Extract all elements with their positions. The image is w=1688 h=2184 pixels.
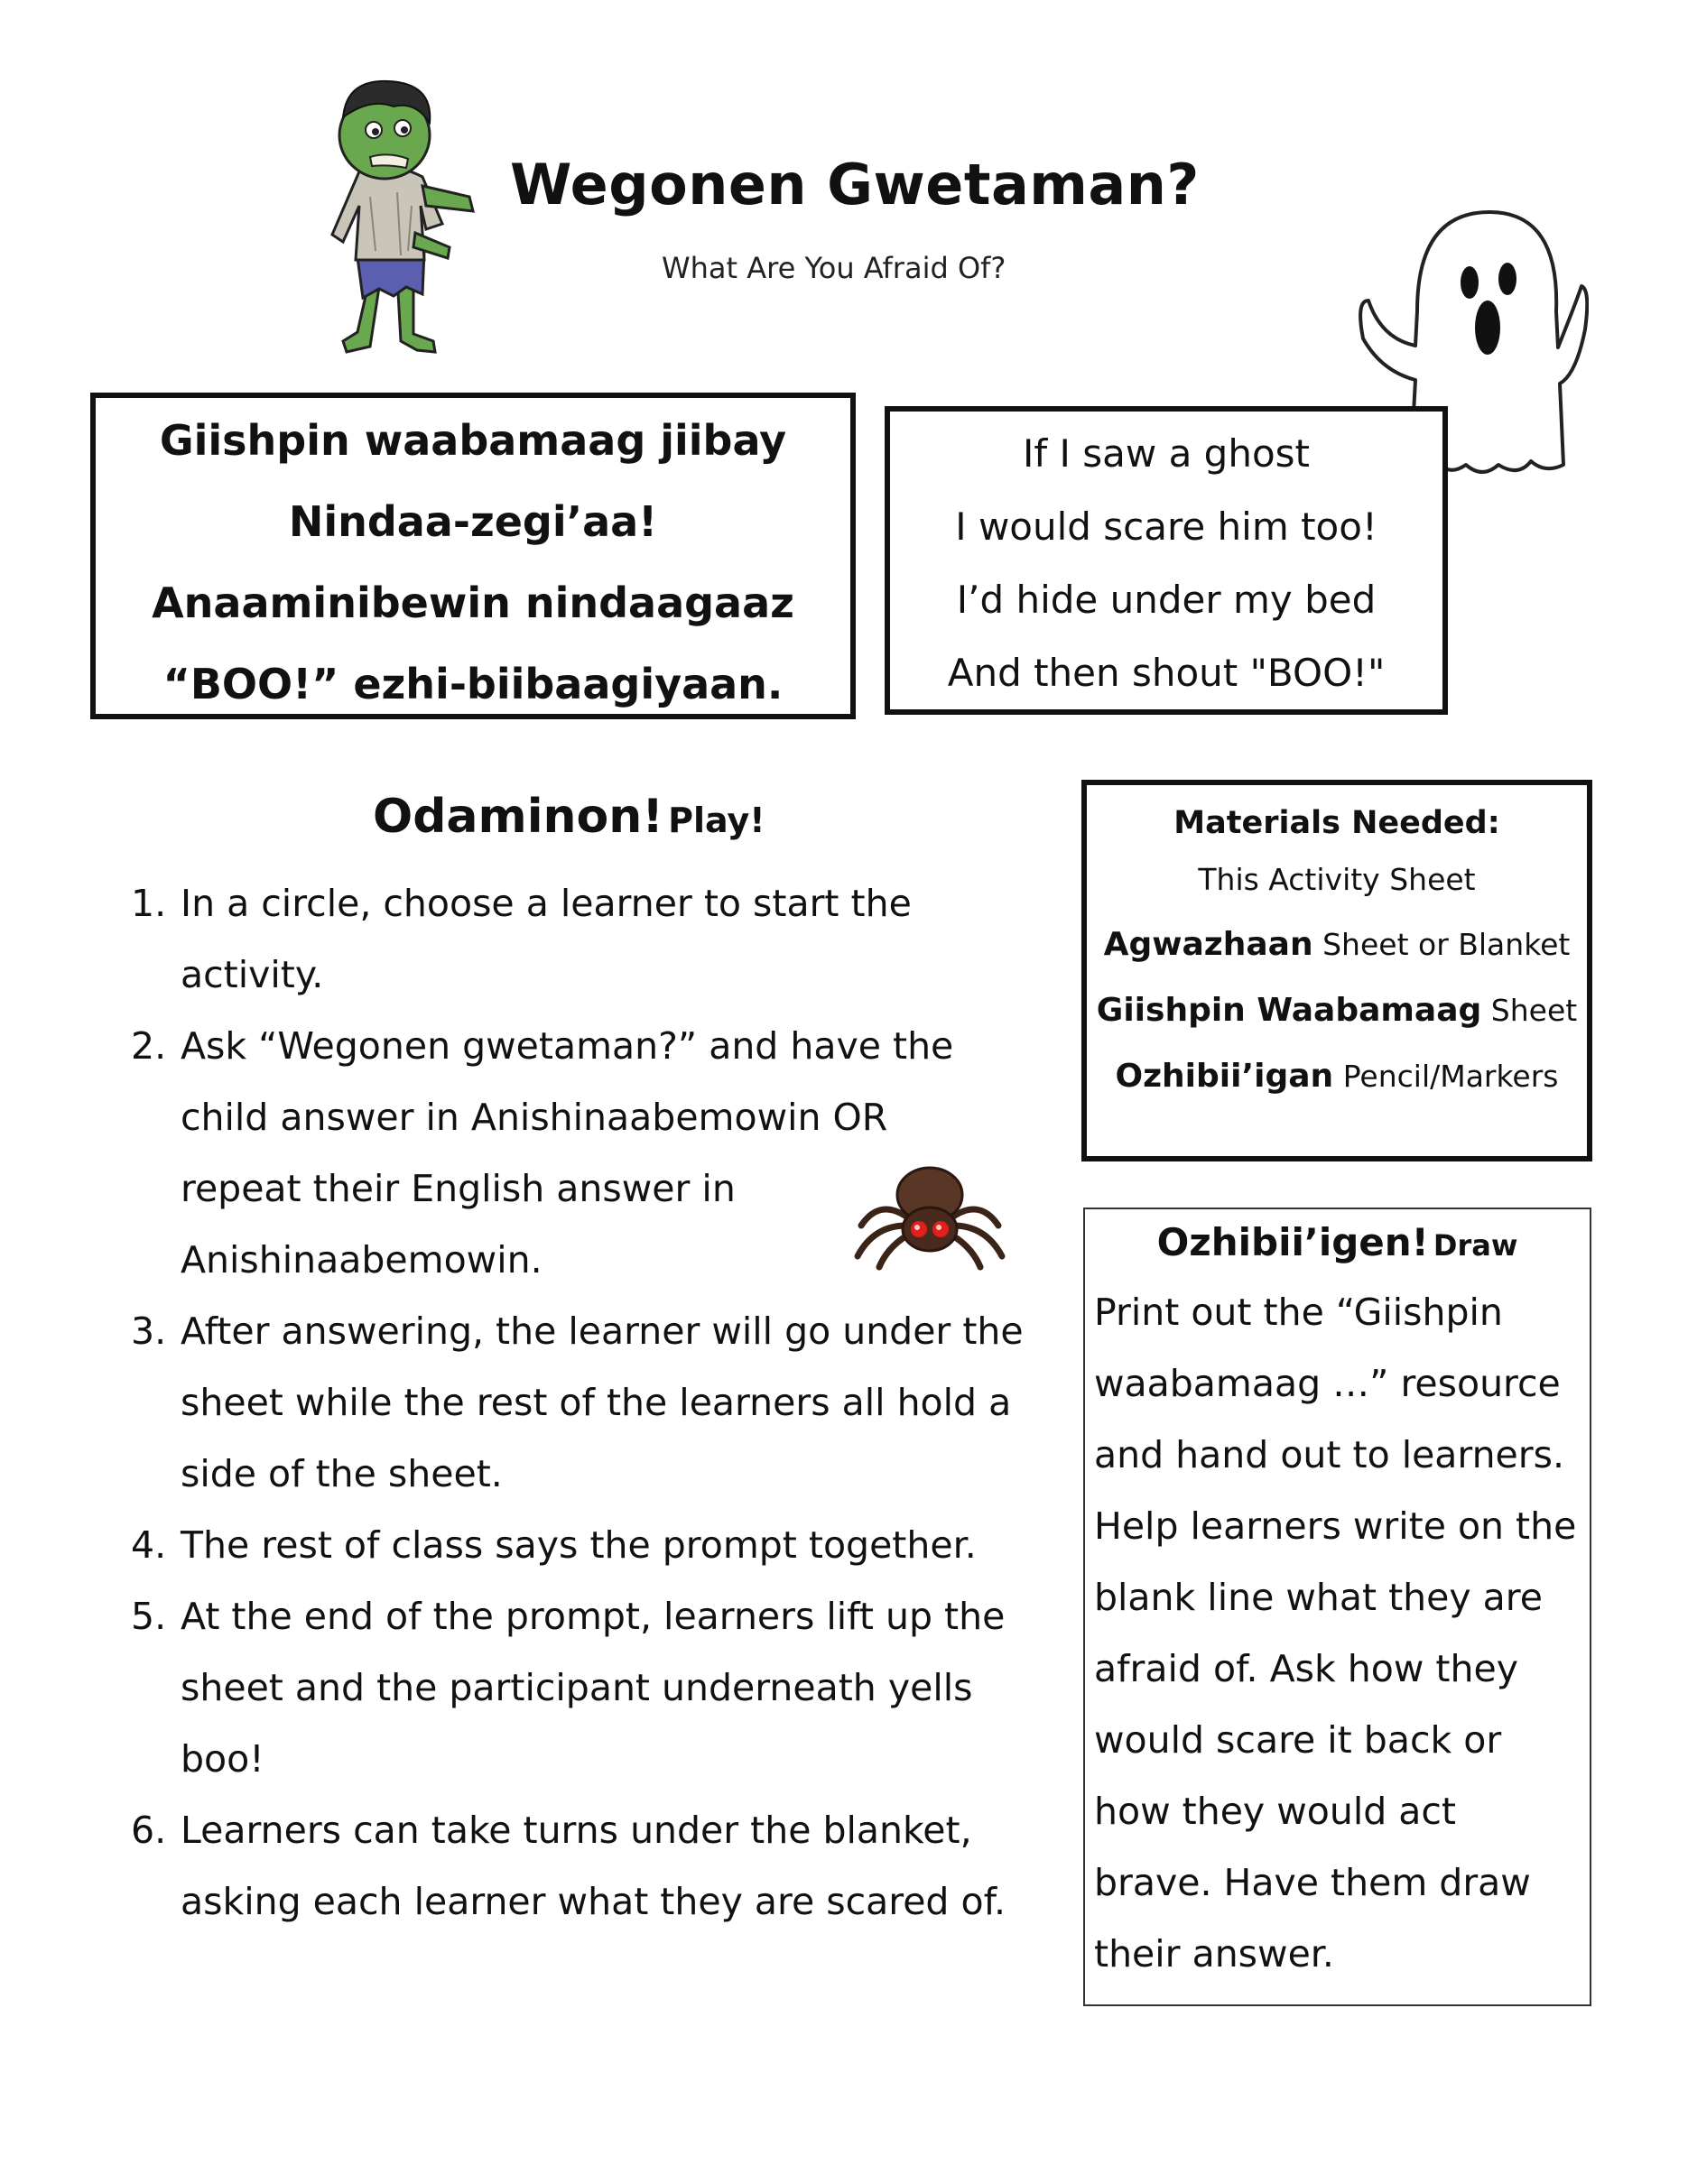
material-oj: Ozhibii’igan: [1115, 1058, 1334, 1095]
draw-heading-en: Draw: [1433, 1228, 1518, 1263]
poem-line: If I saw a ghost: [1023, 431, 1310, 476]
material-en: Pencil/Markers: [1342, 1059, 1559, 1094]
step-number: 2.: [131, 1024, 167, 1068]
step-text: In a circle, choose a learner to start the activity.: [181, 882, 912, 996]
poem-line: “BOO!” ezhi-biibaagiyaan.: [162, 660, 784, 708]
list-item: [126, 1581, 1029, 1795]
list-item: [126, 1510, 1029, 1581]
step-number: 3.: [131, 1309, 167, 1353]
play-heading-en: Play!: [668, 800, 765, 840]
page-title: Wegonen Gwetaman?: [510, 152, 1200, 217]
material-en: This Activity Sheet: [1198, 862, 1476, 897]
step-text: Learners can take turns under the blanket, asking each learner what they are scared of.: [181, 1809, 1006, 1923]
step-number: 4.: [131, 1523, 167, 1567]
zombie-icon: [307, 70, 478, 359]
poem-line: Nindaa-zegi’aa!: [288, 497, 658, 546]
list-item: [1087, 857, 1587, 902]
list-item: [1087, 912, 1587, 977]
list-item: [1087, 977, 1587, 1043]
play-steps-list: [126, 868, 1029, 1938]
material-oj: Agwazhaan: [1103, 926, 1313, 963]
list-item: [126, 1795, 1029, 1938]
poem-english-lines: [890, 412, 1442, 709]
poem-line: I’d hide under my bed: [956, 578, 1377, 622]
poem-english-box: [885, 406, 1448, 715]
material-oj: Giishpin Waabamaag: [1096, 992, 1482, 1029]
play-heading: [373, 790, 765, 844]
step-number: 5.: [131, 1595, 167, 1638]
draw-heading-oj: Ozhibii’igen!: [1156, 1220, 1429, 1264]
poem-line: I would scare him too!: [955, 504, 1377, 549]
list-item: [1087, 1043, 1587, 1109]
step-text: At the end of the prompt, learners lift up the sheet and the participant underneath yells boo!: [181, 1595, 1006, 1781]
material-en: Sheet or Blanket: [1322, 927, 1571, 962]
spider-icon: [852, 1162, 1007, 1271]
materials-heading: Materials Needed:: [1173, 805, 1500, 841]
list-item: [126, 1011, 966, 1296]
step-text: Ask “Wegonen gwetaman?” and have the child answer in Anishinaabemowin OR repeat their English answer in Anishinaabemowin.: [181, 1024, 954, 1282]
poem-line: And then shout "BOO!": [947, 651, 1386, 695]
material-en: Sheet: [1490, 993, 1578, 1028]
poem-ojibwe-lines: [96, 398, 850, 725]
draw-instructions: Print out the “Giishpin waabamaag …” resource and hand out to learners. Help learners write on the blank line what they are afraid of. Ask how they would scare it back or how they would act brave. Have them draw their answer.: [1094, 1291, 1577, 1976]
list-item: [126, 1296, 1029, 1510]
materials-box: [1081, 780, 1592, 1161]
draw-box: [1083, 1208, 1591, 2006]
draw-heading: [1085, 1220, 1590, 1264]
step-text: After answering, the learner will go under the sheet while the rest of the learners all hold a side of the sheet.: [181, 1309, 1024, 1495]
poem-ojibwe-box: [90, 393, 856, 719]
poem-line: Giishpin waabamaag jiibay: [159, 416, 787, 465]
page-subtitle: What Are You Afraid Of?: [662, 251, 1006, 285]
materials-list: [1087, 857, 1587, 1109]
poem-line: Anaaminibewin nindaagaaz: [152, 578, 794, 627]
step-text: The rest of class says the prompt together.: [181, 1523, 977, 1567]
step-number: 6.: [131, 1809, 167, 1852]
play-heading-oj: Odaminon!: [373, 790, 664, 844]
list-item: [126, 868, 1029, 1011]
step-number: 1.: [131, 882, 167, 925]
